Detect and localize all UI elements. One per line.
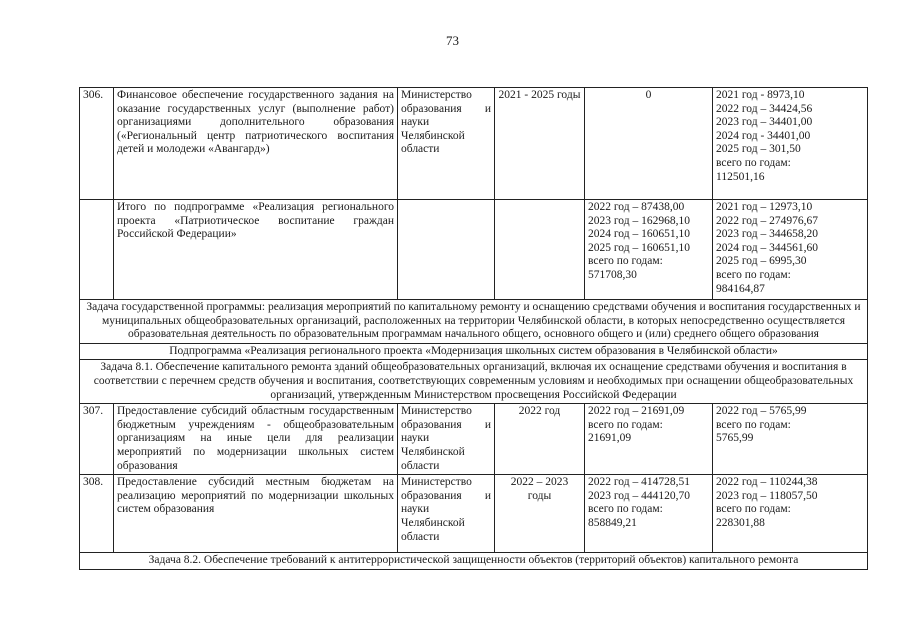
row-number: 306. (80, 88, 114, 200)
table-row-308 (80, 475, 868, 553)
executor (398, 200, 495, 300)
measure-description: Итого по подпрограмме «Реализация регионального проекта «Патриотическое воспитание граждан Российской Федерации» (114, 200, 398, 300)
funding-line: 984164,87 (716, 282, 765, 295)
funding-line: 5765,99 (716, 432, 754, 445)
funding-regional (713, 88, 868, 200)
task-8-2-row (80, 553, 868, 570)
funding-line: 2025 год – 6995,30 (716, 255, 807, 268)
funding-line: 2021 год - 8973,10 (716, 89, 805, 101)
funding-line: 2023 год – 344658,20 (716, 228, 818, 241)
funding-line: 2023 год – 162968,10 (588, 214, 690, 227)
funding-line: 2021 год – 12973,10 (716, 201, 813, 213)
measure-description: Финансовое обеспечение государственного задания на оказание государственных услуг (выполнение работ) организациями дополнительного образования («Региональный центр патриотического воспитания детей и молодежи «Авангард») (114, 88, 398, 200)
task-8-2: Задача 8.2. Обеспечение требований к антитеррористической защищенности объектов (территорий объектов) капитального ремонта (80, 553, 868, 570)
funding-federal (585, 475, 713, 553)
measure-description: Предоставление субсидий областным государственным бюджетным учреждениям - общеобразовательным организациям на иные цели для реализации мероприятий по модернизации школьных систем образования (114, 404, 398, 475)
table-row-306 (80, 88, 868, 200)
program-table (79, 87, 868, 570)
table-row-307 (80, 404, 868, 475)
funding-line: всего по годам: (588, 255, 663, 268)
funding-line: 858849,21 (588, 516, 637, 529)
executor: Министерство образования и науки Челябинской области (398, 404, 495, 475)
funding-line: всего по годам: (588, 503, 663, 516)
funding-line: всего по годам: (588, 418, 663, 431)
funding-line: 228301,88 (716, 516, 765, 529)
period: 2021 - 2025 годы (495, 88, 585, 200)
funding-line: всего по годам: (716, 503, 791, 516)
funding-federal (585, 88, 713, 200)
funding-line: 2022 год – 5765,99 (716, 405, 807, 418)
row-number (80, 200, 114, 300)
executor: Министерство образования и науки Челябинской области (398, 88, 495, 200)
funding-line: всего по годам: (716, 268, 791, 281)
funding-federal (585, 200, 713, 300)
row-number: 308. (80, 475, 114, 553)
funding-line: 571708,30 (588, 268, 637, 281)
funding-line: 2022 год – 274976,67 (716, 214, 818, 227)
funding-regional (713, 200, 868, 300)
row-number: 307. (80, 404, 114, 475)
funding-line: 2022 год – 110244,38 (716, 476, 818, 489)
funding-line: 2024 год – 344561,60 (716, 241, 818, 254)
funding-line: 2025 год – 301,50 (716, 143, 801, 156)
page-number: 73 (446, 33, 459, 48)
funding-line: 2022 год – 21691,09 (588, 405, 685, 418)
funding-line: 2025 год – 160651,10 (588, 241, 690, 254)
funding-line: 2022 год – 414728,51 (588, 476, 690, 489)
task-8-1-row (80, 360, 868, 404)
funding-line: 112501,16 (716, 170, 765, 183)
funding-line: 2022 год – 34424,56 (716, 102, 813, 115)
funding-line: всего по годам: (716, 418, 791, 431)
funding-line: 21691,09 (588, 432, 632, 445)
task-state-program-row (80, 300, 868, 344)
funding-regional (713, 475, 868, 553)
funding-line: 2022 год – 87438,00 (588, 201, 685, 213)
period: 2022 – 2023 годы (495, 475, 585, 553)
task-8-1: Задача 8.1. Обеспечение капитального ремонта зданий общеобразовательных организаций, включая их оснащение средствами обучения и воспитания в соответствии с перечнем средств обучения и воспитания, соответствующих современным условиям и необходимых при оснащении общеобразовательных организаций, утвержденным Министерством просвещения Российской Федерации (80, 360, 868, 404)
period: 2022 год (495, 404, 585, 475)
funding-line: 2023 год – 118057,50 (716, 489, 818, 502)
funding-line: всего по годам: (716, 156, 791, 169)
task-state-program: Задача государственной программы: реализация мероприятий по капитальному ремонту и оснащению средствами обучения и воспитания государственных и муниципальных общеобразовательных организаций, расположенных на территории Челябинской области, в которых непосредственно осуществляется образовательная деятельность по образовательным программам начального общего, основного общего и (или) среднего общего образования (80, 300, 868, 344)
executor: Министерство образования и науки Челябинской области (398, 475, 495, 553)
measure-description: Предоставление субсидий местным бюджетам на реализацию мероприятий по модернизации школьных систем образования (114, 475, 398, 553)
period (495, 200, 585, 300)
subprogram-title: Подпрограмма «Реализация регионального проекта «Модернизация школьных систем образования в Челябинской области» (80, 343, 868, 360)
table-row-total (80, 200, 868, 300)
funding-federal-line: 0 (645, 89, 652, 101)
funding-line: 2024 год - 34401,00 (716, 129, 811, 142)
funding-line: 2023 год – 444120,70 (588, 489, 690, 502)
funding-regional (713, 404, 868, 475)
funding-line: 2023 год – 34401,00 (716, 116, 813, 129)
funding-line: 2024 год – 160651,10 (588, 228, 690, 241)
funding-federal (585, 404, 713, 475)
subprogram-row (80, 343, 868, 360)
